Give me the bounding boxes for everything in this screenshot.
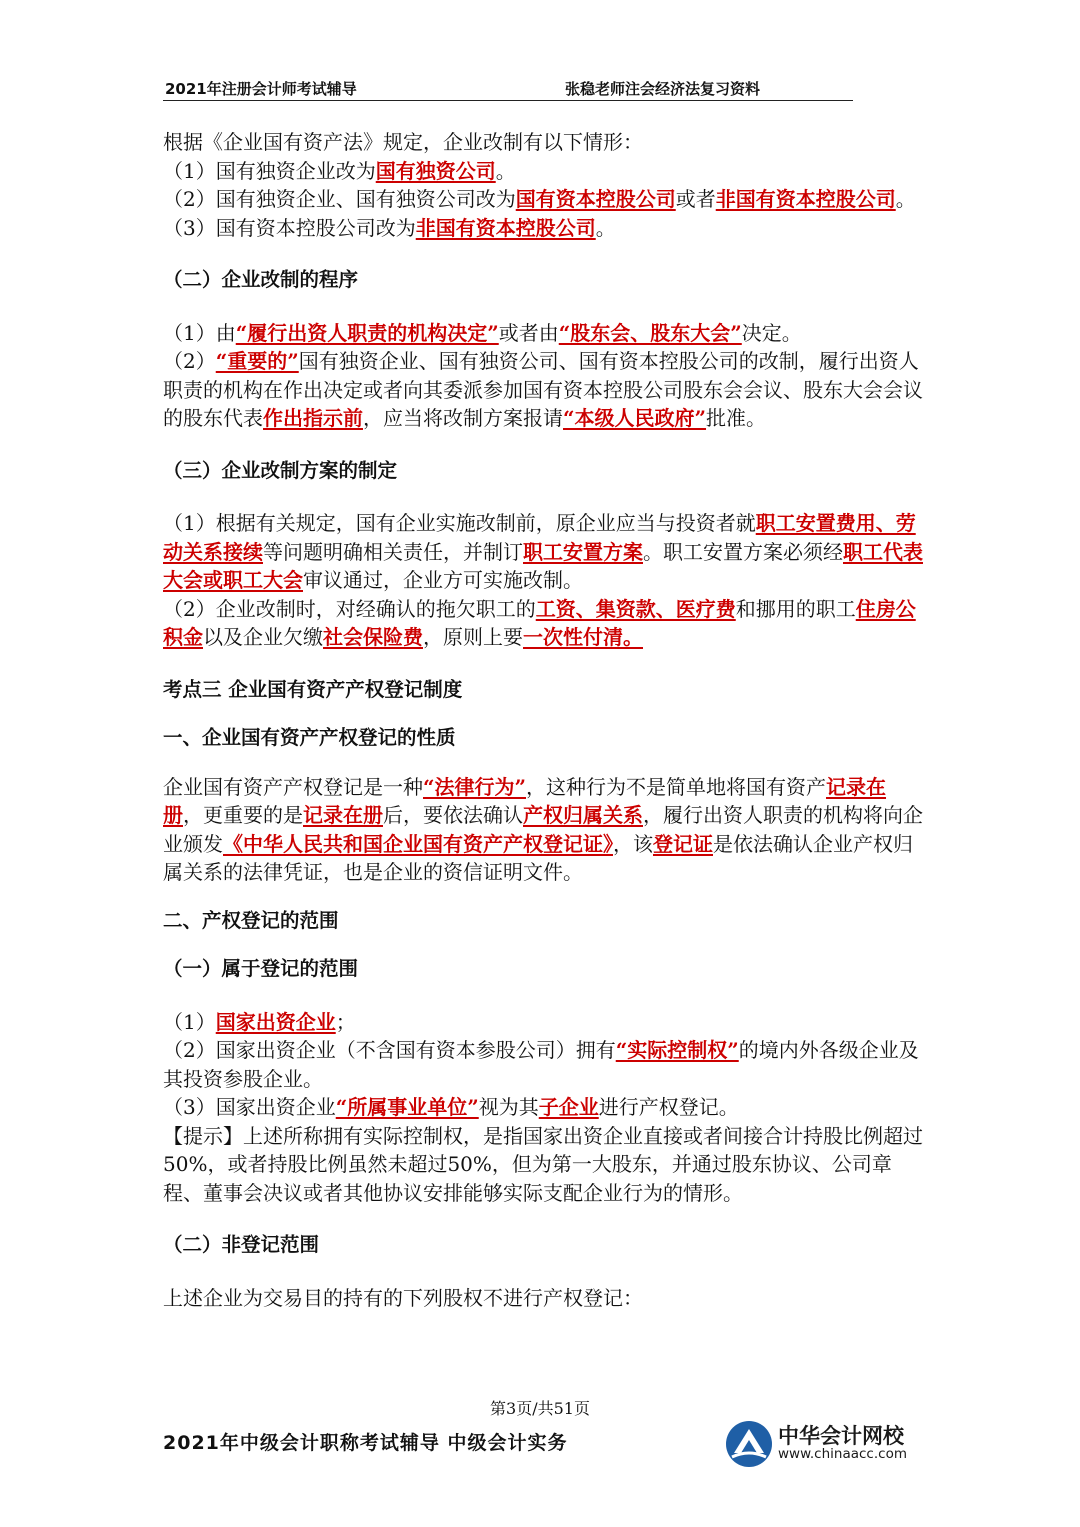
section-heading: 二、产权登记的范围 [163,908,339,932]
list-item: （1）国家出资企业； [163,1009,356,1034]
list-item: （3）国家出资企业“所属事业单位”视为其子企业进行产权登记。 [163,1095,739,1119]
document-body [163,128,923,1312]
logo-url: www.chinaacc.com [778,1446,907,1462]
list-item: （2）国有独资企业、国有独资公司改为国有资本控股公司或者非国有资本控股公司。 [163,187,916,211]
list-item: （1）国有独资企业改为国有独资公司。 [163,158,516,183]
chinaacc-logo [724,1416,924,1472]
tip-paragraph: 【提示】上述所称拥有实际控制权，是指国家出资企业直接或者间接合计持股比例超过50%，或者持股比例虽然未超过50%，但为第一大股东，并通过股东协议、公司章程、董事会决议或者其他协议安排能够实际支配企业行为的情形。 [163,1123,923,1205]
footer-title: 2021年中级会计职称考试辅导 中级会计实务 [163,1432,568,1454]
section-heading: （三）企业改制方案的制定 [163,458,398,482]
section-heading: （二）企业改制的程序 [163,268,359,291]
list-item: （2）国家出资企业（不含国有资本参股公司）拥有“实际控制权”的境内外各级企业及其投资参股企业。 [163,1038,919,1091]
header-right-title: 张稳老师注会经济法复习资料 [565,80,761,98]
logo-name: 中华会计网校 [778,1424,904,1448]
paragraph: 企业国有资产产权登记是一种“法律行为”，这种行为不是简单地将国有资产记录在册，更重要的是记录在册后，要依法确认产权归属关系，履行出资人职责的机构将向企业颁发《中华人民共和国企业国有资产产权登记证》，该登记证是依法确认企业产权归属关系的法律凭证，也是企业的资信证明文件。 [163,774,923,884]
list-item: （2）企业改制时，对经确认的拖欠职工的工资、集资款、医疗费和挪用的职工住房公积金以及企业欠缴社会保险费，原则上要一次性付清。 [163,596,916,649]
section-heading: 考点三 企业国有资产产权登记制度 [163,677,463,701]
section-heading: 一、企业国有资产产权登记的性质 [163,726,456,749]
section-heading: （二）非登记范围 [163,1233,320,1256]
list-item: （1）根据有关规定，国有企业实施改制前，原企业应当与投资者就职工安置费用、劳动关系接续等问题明确相关责任，并制订职工安置方案。职工安置方案必须经职工代表大会或职工大会审议通过，企业方可实施改制。 [163,511,923,592]
logo-emblem-icon [724,1419,774,1469]
header-left-title: 2021年注册会计师考试辅导 [165,80,357,98]
list-item: （2）“重要的”国有独资企业、国有独资公司、国有资本控股公司的改制，履行出资人职责的机构在作出决定或者向其委派参加国有资本控股公司股东会会议、股东大会会议的股东代表作出指示前，应当将改制方案报请“本级人民政府”批准。 [163,349,923,430]
list-item: （1）由“履行出资人职责的机构决定”或者由“股东会、股东大会”决定。 [163,320,802,345]
paragraph: 上述企业为交易目的持有的下列股权不进行产权登记： [163,1285,643,1310]
section-heading: （一）属于登记的范围 [163,957,359,980]
intro-paragraph: 根据《企业国有资产法》规定，企业改制有以下情形： [163,130,643,154]
page-header [163,78,853,101]
list-item: （3）国有资本控股公司改为非国有资本控股公司。 [163,215,616,240]
page-number: 第3页/共51页 [490,1399,590,1418]
